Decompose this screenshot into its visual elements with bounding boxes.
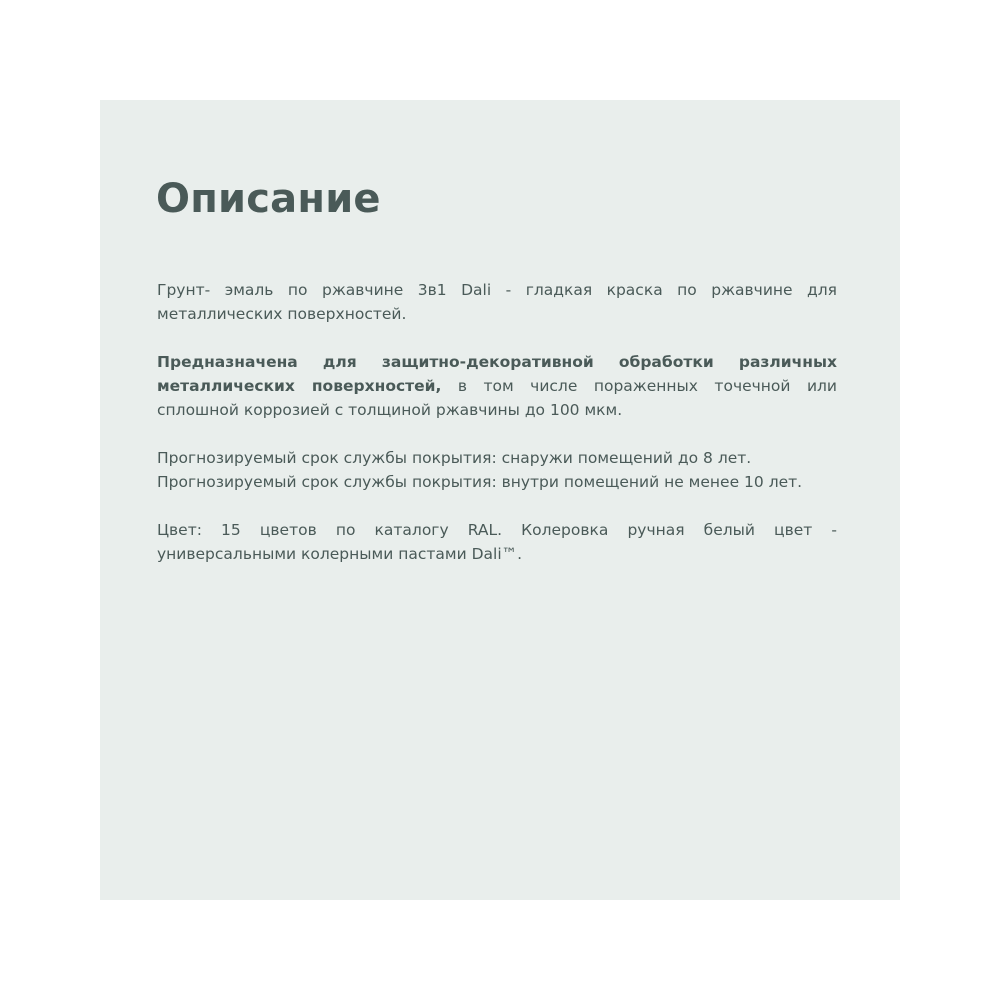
service-life-indoor: Прогнозируемый срок службы покрытия: внутри помещений не менее 10 лет.	[157, 473, 803, 491]
service-life-outdoor: Прогнозируемый срок службы покрытия: снаружи помещений до 8 лет.	[157, 449, 752, 467]
paragraph-service-life	[157, 446, 837, 494]
paragraph-intro: Грунт- эмаль по ржавчине 3в1 Dali - гладкая краска по ржавчине для металлических поверхностей.	[157, 281, 837, 323]
paragraph-color: Цвет: 15 цветов по каталогу RAL. Колеровка ручная белый цвет - универсальными колерными пастами Dali™.	[157, 521, 837, 563]
purpose-highlight: Предназначена для защитно-декоративной обработки различных металлических поверхностей,	[157, 353, 837, 395]
description-body	[157, 278, 837, 590]
purpose-details: в том числе пораженных точечной или сплошной коррозией с толщиной ржавчины до 100 мкм.	[157, 377, 838, 419]
section-title: Описание	[156, 176, 381, 222]
description-card	[100, 100, 900, 900]
paragraph-purpose	[157, 350, 837, 422]
